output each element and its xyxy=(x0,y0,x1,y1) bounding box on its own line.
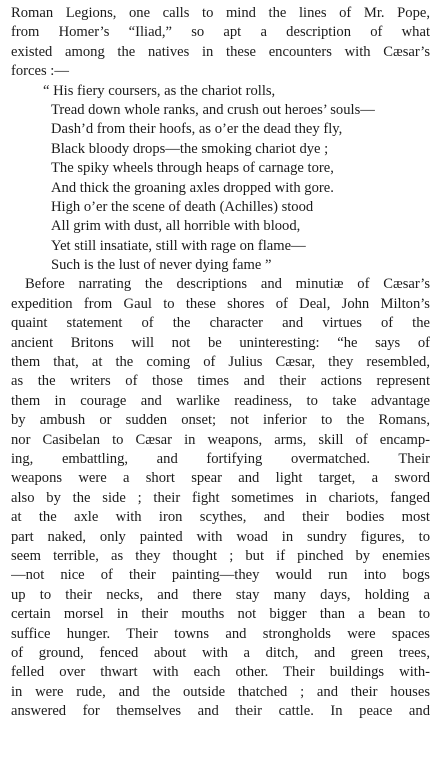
verse-line: Black bloody drops—the smoking chariot dye ; xyxy=(51,140,329,157)
text-line: answered for themselves and their cattle. In peace and xyxy=(11,703,430,720)
verse-line: “ His fiery coursers, as the chariot rolls, xyxy=(43,82,276,99)
text-line: as the writers of those times and their actions represent xyxy=(11,373,430,390)
verse-line: The spiky wheels through heaps of carnage tore, xyxy=(51,160,334,177)
text-line: Roman Legions, one calls to mind the lines of Mr. Pope, xyxy=(11,5,430,21)
text-line: from Homer’s “Iliad,” so apt a description of what xyxy=(11,24,430,41)
text-line: weapons were a short spear and light target, a sword xyxy=(11,470,430,487)
text-line: certain morsel in their mouths not bigger than a bean to xyxy=(11,606,430,623)
text-line: nor Casibelan to Cæsar in weapons, arms, skill of encamp- xyxy=(11,431,430,448)
verse-line: And thick the groaning axles dropped with gore. xyxy=(51,179,334,196)
text-line: forces :— xyxy=(11,63,69,80)
text-line: in were rude, and the outside thatched ; and their houses xyxy=(11,683,430,700)
text-line: also by the side ; their fight sometimes in chariots, fanged xyxy=(11,489,430,506)
opening-paragraph xyxy=(11,4,430,82)
text-line: suffice hunger. Their towns and strongholds were spaces xyxy=(11,625,430,642)
text-line: by ambush or sudden onset; not inferior to the Romans, xyxy=(11,412,430,429)
text-line: expedition from Gaul to these shores of Deal, John Milton’s xyxy=(11,295,430,312)
text-line: of ground, fenced about with a ditch, and green trees, xyxy=(11,644,430,661)
text-line: Before narrating the descriptions and minutiæ of Cæsar’s xyxy=(25,276,430,293)
text-line: up to their necks, and there stay many days, holding a xyxy=(11,586,430,603)
text-line: —not nice of their painting—they would run into bogs xyxy=(11,567,430,584)
verse-line: Tread down whole ranks, and crush out heroes’ souls— xyxy=(51,101,375,118)
text-line: ancient Britons will not be uninteresting: “he says of xyxy=(11,334,430,351)
text-line: ing, embattling, and fortifying overmatched. Their xyxy=(11,450,430,467)
verse-quotation xyxy=(11,82,430,276)
verse-line: Dash’d from their hoofs, as o’er the dead they fly, xyxy=(51,121,343,138)
text-line: existed among the natives in these encounters with Cæsar’s xyxy=(11,43,430,60)
text-line: felled over thwart with each other. Their buildings with- xyxy=(11,664,430,681)
text-line: at the axle with iron scythes, and their bodies most xyxy=(11,509,430,526)
verse-line: All grim with dust, all horrible with blood, xyxy=(51,218,301,235)
verse-line: High o’er the scene of death (Achilles) stood xyxy=(51,198,314,215)
verse-line: Such is the lust of never dying fame ” xyxy=(51,257,272,274)
milton-paragraph xyxy=(11,275,430,721)
text-line: part naked, only painted with woad in sundry figures, to xyxy=(11,528,430,545)
text-line: seem terrible, as they thought ; but if pinched by enemies xyxy=(11,547,430,564)
text-line: them in courage and warlike readiness, to take advantage xyxy=(11,392,430,409)
text-line: them that, at the coming of Julius Cæsar, they resembled, xyxy=(11,354,430,371)
text-line: quaint statement of the character and virtues of the xyxy=(11,315,430,332)
verse-line: Yet still insatiate, still with rage on flame— xyxy=(51,237,306,254)
